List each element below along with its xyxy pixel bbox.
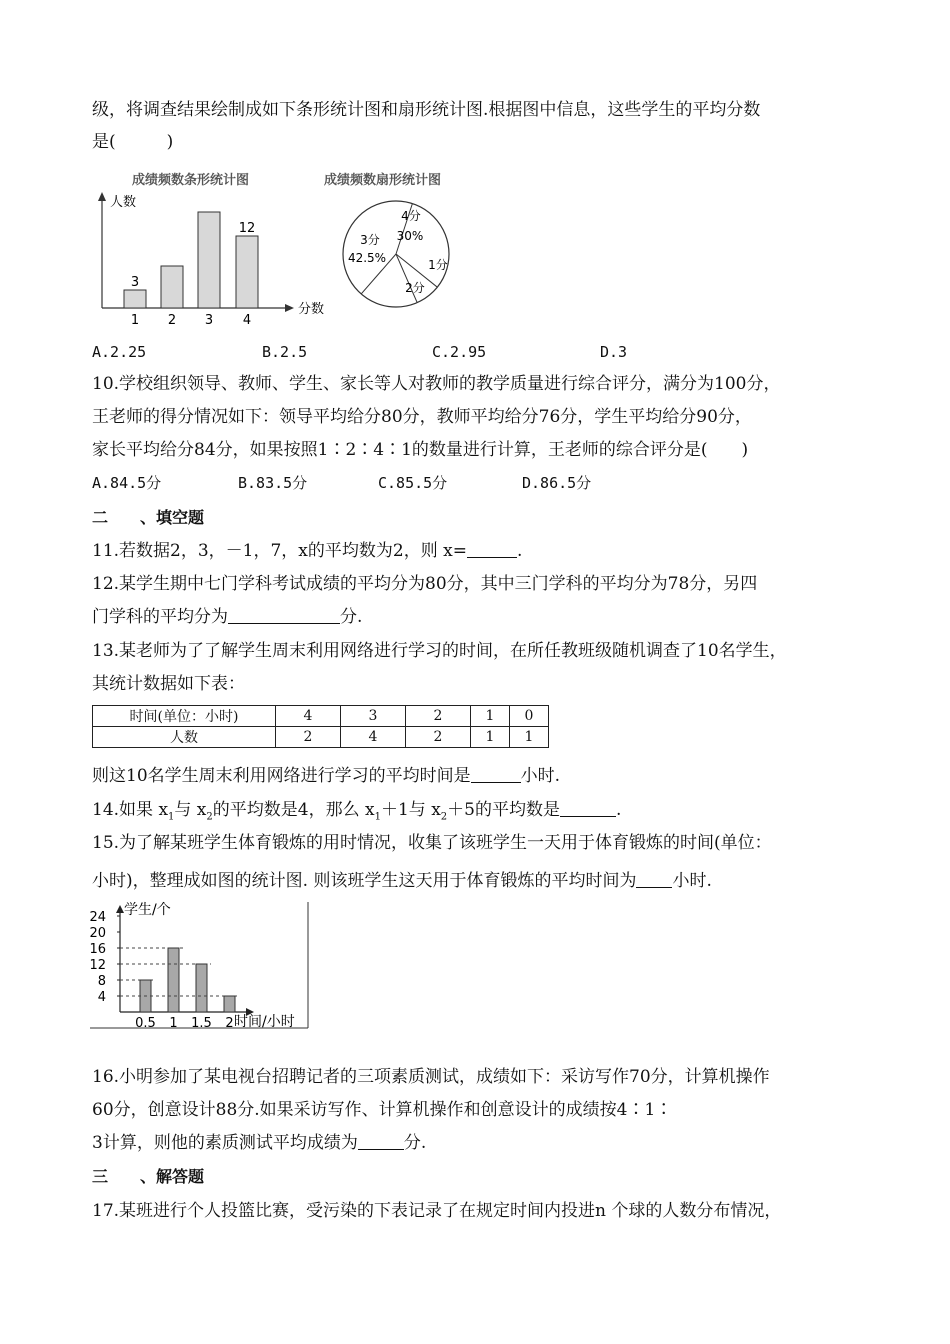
bar	[196, 964, 207, 1012]
q14-sub: 1	[168, 811, 175, 823]
x-tick-label: 3	[204, 313, 214, 328]
q12-line2	[92, 606, 362, 628]
q14-sub: 2	[206, 811, 213, 823]
q14-text: 与 x	[174, 800, 207, 820]
y-tick-label: 8	[97, 974, 106, 989]
q11-answer-blank[interactable]	[467, 541, 517, 558]
q13-answer-blank[interactable]	[471, 766, 521, 783]
q15-answer-blank[interactable]	[636, 871, 672, 888]
pie-slice-label: 4分	[401, 209, 421, 223]
option-a[interactable]: A.84.5分	[92, 474, 162, 492]
y-axis-arrow	[98, 192, 106, 201]
pie-slice-label: 2分	[405, 281, 425, 295]
table-cell: 0	[510, 706, 549, 727]
table-cell: 人数	[93, 727, 276, 748]
q13-line2: 其统计数据如下表：	[92, 674, 245, 694]
x-tick-label: 0.5	[135, 1016, 156, 1031]
bar	[198, 212, 220, 308]
table-cell: 2	[276, 727, 341, 748]
q17-line1: 17.某班进行个人投篮比赛，受污染的下表记录了在规定时间内投进n 个球的人数分布情况，	[92, 1201, 782, 1221]
pie-slice-label: 3分	[360, 233, 380, 247]
option-b[interactable]: B.83.5分	[238, 474, 308, 492]
bar	[161, 266, 183, 308]
table-cell: 3	[341, 706, 406, 727]
q13-text: 则这10名学生周末利用网络进行学习的平均时间是	[92, 766, 471, 786]
pie-slice-percent: 42.5%	[347, 251, 387, 265]
q11-end: .	[516, 541, 523, 561]
table-cell: 4	[276, 706, 341, 727]
option-d[interactable]: D.86.5分	[522, 474, 592, 492]
section-3-title: 三 、解答题	[92, 1167, 205, 1186]
q9-line2: 是( )	[92, 132, 174, 152]
q11-text: 11.若数据2，3，－1，7，x的平均数为2，则 x=	[92, 541, 467, 561]
q15-ylabel: 学生/个	[124, 902, 171, 918]
x-tick-label: 4	[242, 313, 252, 328]
table-row	[93, 706, 549, 727]
option-c[interactable]: C.85.5分	[378, 474, 448, 492]
q10-line3: 家长平均给分84分，如果按照1∶2∶4∶1的数量进行计算，王老师的综合评分是( )	[92, 440, 749, 460]
q9-pie-chart	[318, 168, 488, 328]
q16-line3	[92, 1132, 426, 1154]
bar-chart-xlabel: 分数	[298, 302, 325, 317]
q12-line1: 12.某学生期中七门学科考试成绩的平均分为80分，其中三门学科的平均分为78分，另四	[92, 574, 758, 594]
table-cell: 1	[471, 706, 510, 727]
x-tick-label: 1	[130, 313, 140, 328]
table-cell: 4	[341, 727, 406, 748]
q15-bar-chart	[88, 900, 314, 1034]
q16-line2: 60分，创意设计88分.如果采访写作、计算机操作和创意设计的成绩按4∶1∶	[92, 1100, 673, 1120]
q14-text: 14.如果 x	[92, 800, 169, 820]
bar	[168, 948, 179, 1012]
q15-xlabel: 时间/小时	[234, 1014, 295, 1030]
bar-chart-ylabel: 人数	[110, 195, 137, 210]
pie-slice-label: 1分	[428, 258, 448, 272]
q12-end: 分.	[340, 607, 363, 627]
x-tick-label: 2	[167, 313, 177, 328]
bar	[224, 996, 235, 1012]
q15-end: 小时.	[672, 871, 712, 891]
bar-data-label: 3	[130, 275, 140, 290]
q12-answer-blank[interactable]	[228, 607, 340, 624]
q14	[92, 799, 621, 828]
option-a[interactable]: A.2.25	[92, 343, 147, 361]
x-tick-label: 2	[225, 1016, 234, 1031]
table-cell: 时间(单位：小时)	[93, 706, 276, 727]
y-tick-label: 4	[97, 990, 106, 1005]
q13-end: 小时.	[520, 766, 561, 786]
q14-text: ＋5的平均数是	[447, 800, 560, 820]
q14-sub: 2	[440, 811, 448, 823]
q16-end: 分.	[403, 1133, 427, 1153]
x-tick-label: 1	[169, 1016, 178, 1031]
q9-bar-chart	[92, 168, 342, 328]
x-axis-arrow	[285, 304, 294, 312]
q13-line1: 13.某老师为了了解学生周末利用网络进行学习的时间，在所任教班级随机调查了10名学生，	[92, 641, 787, 661]
x-tick-label: 1.5	[191, 1016, 212, 1031]
table-cell: 2	[406, 706, 471, 727]
pie-chart-title: 成绩频数扇形统计图	[324, 173, 442, 188]
q14-sub: 1	[374, 811, 381, 823]
bar-chart-title: 成绩频数条形统计图	[132, 173, 250, 188]
table-cell: 2	[406, 727, 471, 748]
q10-line1: 10.学校组织领导、教师、学生、家长等人对教师的教学质量进行综合评分，满分为100分，	[92, 374, 781, 394]
y-axis-arrow	[116, 905, 124, 913]
q10-line2: 王老师的得分情况如下：领导平均给分80分，教师平均给分76分，学生平均给分90分，	[92, 407, 752, 427]
q16-line1: 16.小明参加了某电视台招聘记者的三项素质测试，成绩如下：采访写作70分，计算机操作	[92, 1067, 770, 1087]
y-tick-label: 20	[89, 926, 106, 941]
q14-answer-blank[interactable]	[560, 800, 616, 817]
table-cell: 1	[471, 727, 510, 748]
q15-text: 小时)，整理成如图的统计图. 则该班学生这天用于体育锻炼的平均时间为	[92, 871, 637, 891]
bar-data-label: 12	[238, 221, 256, 236]
q16-text: 3计算，则他的素质测试平均成绩为	[92, 1133, 358, 1153]
bar	[236, 236, 258, 308]
q12-text: 门学科的平均分为	[92, 607, 228, 627]
q13-line3	[92, 765, 560, 787]
table-row	[93, 727, 549, 748]
q14-text: ＋1与 x	[380, 800, 441, 820]
section-2-title: 二 、填空题	[92, 508, 205, 527]
q16-answer-blank[interactable]	[358, 1133, 404, 1150]
q13-table	[92, 705, 549, 748]
pie-slice-percent: 30%	[396, 229, 424, 243]
q11	[92, 540, 522, 562]
q14-text: 的平均数是4，那么 x	[212, 800, 375, 820]
q15-line1: 15.为了解某班学生体育锻炼的用时情况，收集了该班学生一天用于体育锻炼的时间(单位：	[92, 833, 772, 853]
q14-end: .	[615, 800, 622, 820]
option-d[interactable]: D.3	[600, 343, 628, 361]
q9-line1: 级，将调查结果绘制成如下条形统计图和扇形统计图.根据图中信息，这些学生的平均分数	[92, 100, 761, 120]
option-c[interactable]: C.2.95	[432, 343, 487, 361]
y-tick-label: 24	[89, 910, 106, 925]
y-tick-label: 12	[89, 958, 106, 973]
table-cell: 1	[510, 727, 549, 748]
option-b[interactable]: B.2.5	[262, 343, 308, 361]
bar	[124, 290, 146, 308]
q15-line2	[92, 870, 712, 892]
y-tick-label: 16	[89, 942, 106, 957]
